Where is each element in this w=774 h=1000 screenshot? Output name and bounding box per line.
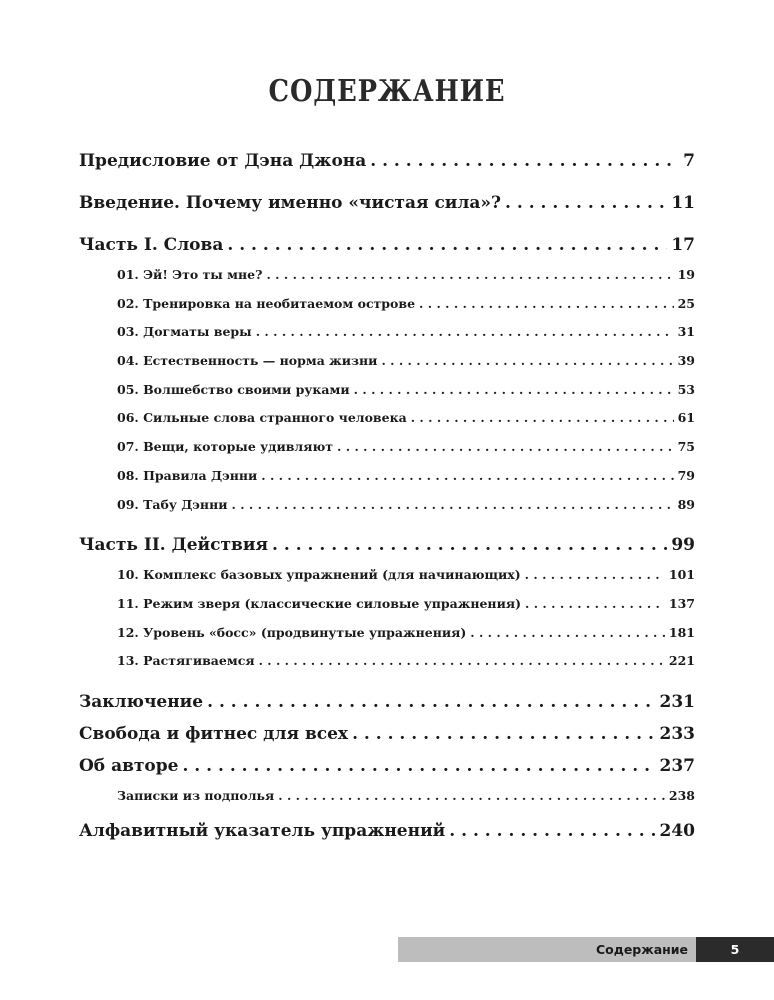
toc-entry-label: Заключение [79, 691, 204, 712]
toc-entry-label: 10. Комплекс базовых упражнений (для начинающих) [117, 567, 521, 583]
toc-entry [79, 718, 695, 750]
leader-dots [411, 404, 674, 433]
toc-entry-page: 11 [671, 193, 695, 213]
toc-entry-page: 75 [677, 439, 695, 455]
toc-entry-label: Часть II. Действия [79, 535, 269, 556]
leader-dots [525, 590, 665, 619]
leader-dots [354, 376, 674, 405]
toc-entry [79, 229, 695, 261]
table-of-contents [79, 145, 695, 847]
toc-entry-label: 04. Естественность — норма жизни [117, 353, 378, 369]
toc-entry-page: 25 [677, 295, 695, 311]
leader-dots [256, 318, 674, 347]
toc-entry-page: 221 [668, 653, 695, 669]
toc-entry-page: 233 [659, 723, 695, 744]
toc-entry-label: 01. Эй! Это ты мне? [117, 267, 263, 282]
toc-entry [79, 750, 695, 782]
toc-entry-label: Часть I. Слова [79, 235, 224, 255]
toc-entry-label: 03. Догматы веры [117, 324, 252, 340]
toc-entry [79, 782, 695, 811]
toc-entry [79, 590, 695, 619]
toc-entry [79, 376, 695, 405]
toc-entry-page: 137 [668, 595, 695, 611]
toc-entry-label: 09. Табу Дэнни [117, 496, 228, 512]
toc-entry-page: 53 [677, 381, 695, 397]
leader-dots [227, 229, 667, 261]
toc-entry [79, 561, 695, 590]
toc-entry-page: 17 [671, 235, 695, 255]
toc-entry-label: 05. Волшебство своими руками [117, 381, 350, 397]
toc-entry-page: 237 [659, 755, 695, 776]
toc-entry-page: 31 [677, 324, 695, 340]
toc-entry [79, 261, 695, 290]
toc-entry-page: 89 [677, 496, 695, 512]
footer-section-bar [398, 937, 696, 962]
toc-entry-label: Алфавитный указатель упражнений [79, 820, 446, 841]
toc-entry-page: 7 [683, 151, 695, 171]
toc-entry-page: 231 [659, 691, 695, 712]
toc-entry-page: 181 [668, 624, 695, 640]
toc-entry-page: 19 [677, 267, 695, 282]
toc-entry-label: 11. Режим зверя (классические силовые упражнения) [117, 595, 521, 611]
leader-dots [182, 750, 655, 782]
toc-entry-page: 61 [677, 410, 695, 426]
leader-dots [352, 718, 655, 750]
toc-entry-label: 13. Растягиваемся [117, 653, 255, 669]
toc-entry [79, 433, 695, 462]
leader-dots [261, 462, 673, 491]
toc-entry-label: 12. Уровень «босс» (продвинутые упражнения) [117, 624, 467, 640]
leader-dots [419, 290, 674, 319]
toc-entry [79, 462, 695, 491]
toc-entry [79, 815, 695, 847]
leader-dots [278, 782, 665, 811]
leader-dots [470, 619, 665, 648]
toc-entry [79, 529, 695, 561]
toc-entry-label: Предисловие от Дэна Джона [79, 151, 367, 171]
toc-entry-page: 39 [677, 353, 695, 369]
footer-section-label: Содержание [595, 942, 688, 957]
toc-entry-label: 02. Тренировка на необитаемом острове [117, 295, 416, 311]
page-title: СОДЕРЖАНИЕ [268, 74, 506, 109]
leader-dots [259, 647, 665, 676]
toc-entry [79, 290, 695, 319]
toc-entry-label: Введение. Почему именно «чистая сила»? [79, 193, 502, 213]
toc-entry [79, 619, 695, 648]
toc-entry-page: 99 [671, 535, 695, 556]
toc-entry-label: 07. Вещи, которые удивляют [117, 439, 334, 455]
toc-entry [79, 318, 695, 347]
toc-entry [79, 187, 695, 219]
leader-dots [381, 347, 673, 376]
toc-entry-page: 240 [659, 820, 695, 841]
toc-entry-label: 08. Правила Дэнни [117, 467, 258, 483]
toc-entry [79, 647, 695, 676]
leader-dots [525, 561, 665, 590]
toc-entry [79, 145, 695, 177]
toc-entry [79, 404, 695, 433]
leader-dots [505, 187, 667, 219]
leader-dots [266, 261, 673, 290]
toc-entry [79, 347, 695, 376]
toc-entry [79, 686, 695, 718]
leader-dots [207, 686, 655, 718]
leader-dots [449, 815, 655, 847]
toc-entry-label: 06. Сильные слова странного человека [117, 410, 407, 426]
toc-entry-page: 79 [677, 467, 695, 483]
toc-entry-page: 101 [668, 567, 695, 583]
leader-dots [337, 433, 674, 462]
toc-entry [79, 491, 695, 520]
leader-dots [232, 491, 674, 520]
toc-entry-label: Об авторе [79, 755, 179, 776]
leader-dots [272, 529, 667, 561]
toc-entry-label: Свобода и фитнес для всех [79, 723, 349, 744]
toc-entry-page: 238 [668, 787, 695, 803]
leader-dots [370, 145, 679, 177]
toc-entry-label: Записки из подполья [117, 787, 275, 803]
footer-page-number: 5 [696, 937, 774, 962]
